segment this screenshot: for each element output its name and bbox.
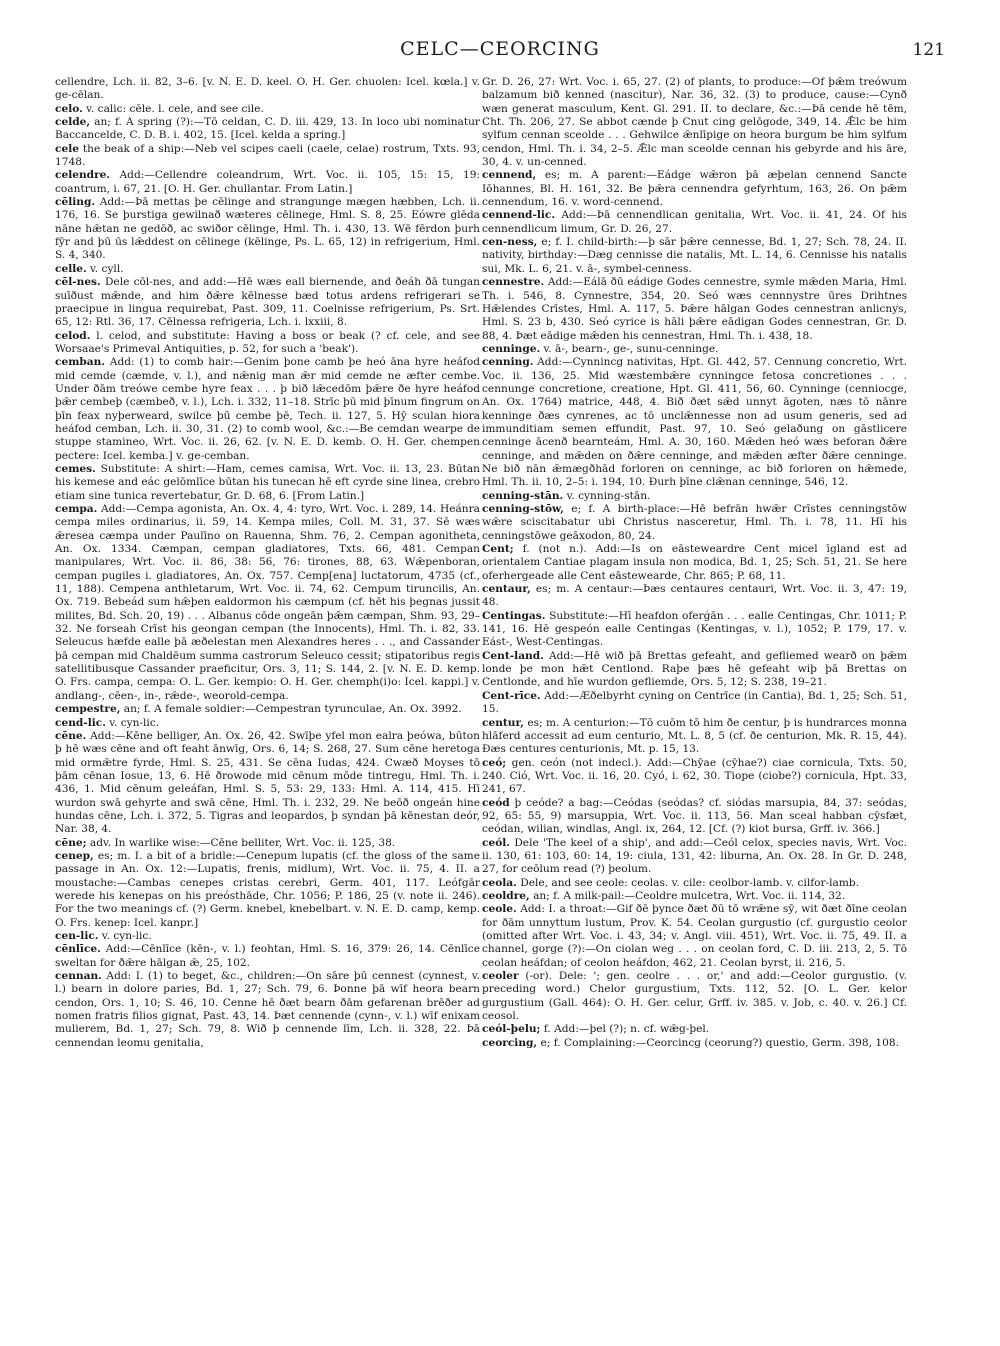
dictionary-entry bbox=[55, 103, 480, 116]
entry-headword: celo. bbox=[55, 102, 83, 115]
entry-headword: cēne; bbox=[55, 836, 87, 849]
entry-headword: centaur, bbox=[482, 583, 531, 596]
entry-text: cellendre, Lch. ii. 82, 3–6. [v. N. E. D. keel. O. H. Ger. chuolen: Icel. kœla.] v. ge-cēlan. bbox=[55, 76, 480, 102]
entry-headword: cemes. bbox=[55, 462, 96, 475]
entry-headword: ceól. bbox=[482, 836, 510, 849]
entry-text: adv. In warlike wise:—Cēne belliter, Wrt. Voc. ii. 125, 38. bbox=[89, 836, 396, 849]
dictionary-entry bbox=[55, 263, 480, 276]
dictionary-entry bbox=[55, 703, 480, 716]
entry-text: Dele, and see ceole: ceolas. v. cile: ceolbor-lamb. v. cilfor-lamb. bbox=[520, 876, 860, 889]
entry-text: e; f. I. child-birth:—þ sār þǣre cennesse, Bd. 1, 27; Sch. 78, 24. II. nativity, birthday:—Dæg cennisse die natalis, Mt. L. 14, 6. Cennisse his natalis sui, Mk. L. 6, 21. v. ā-, symbel-cenness. bbox=[482, 236, 907, 275]
entry-headword: Centingas. bbox=[482, 609, 546, 622]
entry-text: Dele 'The keel of a ship', and add:—Ceól celox, species navis, Wrt. Voc. ii. 130, 61: 103, 60: 14, 19: ciula, 131, 42: liburna, An. Ox. 28. In Gr. D. 248, 27, for ceōlum read (?) þeolum. bbox=[482, 836, 907, 876]
entry-text: Add:—Þā mettas þe cēlinge and strangunge mægen hæbben, Lch. ii. 176, 16. Se þurstiga gewilnað wæteres cēlinege, Hml. S. 8, 25. Eówre glēda nāne hǣtan ne gedōð, ac swiðor cēlinge, Hml. Th. i. 430, 13. Wē fērdon þurh fȳr and þū ūs lǣddest on cēlinege (kēlinge, Ps. L. 65, 12) in refrigerium, Hml. S. 4, 340. bbox=[55, 196, 480, 262]
entry-text: v. cynning-stān. bbox=[566, 489, 651, 502]
dictionary-entry bbox=[55, 730, 480, 837]
entry-text: Substitute:—Hī heafdon oferǵān . . . ealle Centingas, Chr. 1011; P. 141, 16. Hē gespeón ealle Centingas (Kentingas, v. l.), 1052; P. 179, 17. v. Eást-, West-Centingas. bbox=[482, 609, 907, 649]
entry-text: l. celod, and substitute: Having a boss or beak (? cf. cele, and see Worsaae's Primeval Antiquities, p. 52, for such a 'beak'). bbox=[55, 329, 480, 355]
dictionary-entry bbox=[55, 970, 480, 1050]
entry-headword: cenep, bbox=[55, 849, 94, 862]
dictionary-entry bbox=[482, 970, 907, 1023]
dictionary-entry bbox=[55, 930, 480, 943]
entry-headword: ceola. bbox=[482, 876, 517, 889]
entry-headword: cen-lic. bbox=[55, 930, 99, 942]
entry-text: gen. ceón (not indecl.). Add:—Chȳae (cȳhae?) ciae cornicula, Txts. 50, 240. Ció, Wrt. Voc. ii. 16, 20. Cyó, i. 62, 30. Tiope (ciobe?) cornicula, Hpt. 33, 241, 67. bbox=[482, 756, 907, 796]
dictionary-entry bbox=[482, 610, 907, 650]
entry-text: es; m. I. a bit of a bridle:—Cenepum lupatis (cf. the gloss of the same passage in An. Ox. 12:—Lupatis, frenis, midlum), Wrt. Voc. ii. 75, 4. II. a moustache:—Cambas cenepes cristas cerebri, Germ. 401, 117. Leófgār werede his kenepas on his preósthāde, Chr. 1056; P. 186, 25 (v. note ii. 246). For the two meanings cf. (?) Germ. knebel, knebelbart. v. N. E. D. camp, kemp. O. Frs. kenep: Icel. kanpr.] bbox=[55, 849, 480, 929]
entry-headword: ceód bbox=[482, 796, 510, 809]
entry-headword: cennan. bbox=[55, 970, 102, 983]
entry-text: Add:—Eálā ðū eádige Godes cennestre, symle mǣden Maria, Hml. Th. i. 546, 8. Cynnestre, 354, 20. Seó wæs cennnystre ūres Drihtnes Hǣlendes Crīstes, Hml. A. 117, 5. Þǣre hālgan Godes cennestran anlicnys, Hml. S. 23 b, 430. Seó cyrice is hāli þǣre eādigan Godes cennestran, Gr. D. 88, 4. Þæt eādige mǣden his cennestran, Hml. Th. i. 438, 18. bbox=[482, 276, 907, 342]
entry-headword: celod. bbox=[55, 329, 91, 342]
entry-headword: cele bbox=[55, 142, 79, 155]
entry-text: Add: (1) to comb hair:—Genim þone camb þe heó āna hyre heáfod mid cemde (cæmde, v. l.), and nǣnig man ǣr mid cemde ne æfter cembe. Under ðām treówe cembe hyre feax . . . þ bið lǣcedōm þǣre ðe hyre heáfod þǣr cembeþ (cæmbeð, v. l.), Lch. i. 332, 11–18. Strīc þū mid þīnum fingrum on þīn feax nyþerweard, swilce þū cembe þē, Tech. ii. 127, 5. Hȳ sculan hiora heáfod cemban, Lch. ii. 30, 31. (2) to comb wool, &c.:—Be cemdan wearpe de stuppe stamineo, Wrt. Voc. ii. 26, 62. [v. N. E. D. kemb. O. H. Ger. chempen pectere: Icel. kemba.] v. ge-cemban. bbox=[55, 356, 480, 462]
entry-text: the beak of a ship:—Neb vel scipes caeli (caele, celae) rostrum, Txts. 93, 1748. bbox=[55, 142, 481, 169]
page-header bbox=[55, 38, 945, 68]
entry-text: Add:—Cynnincg nativitas, Hpt. Gl. 442, 57. Cennung concretio, Wrt. Voc. ii. 136, 25. Mid wæstembǣre cynningce fetosa concretiones . . . cennunge concretione, creatione, Hpt. Gl. 411, 56, 60. Cynninge (cenniocge, An. Ox. 1764) matrice, 448, 4. Bið ðæt sǣd unnyt āgoten, næs tō nānre kenninge ðæs cynrenes, ac tō unclǣnnesse non ad usum generis, sed ad immunditiam semen effundit, Past. 97, 10. Seó gelaðung on gāstlicere cenninge ācenð bearnteám, Hml. A. 30, 160. Mǣden heó wæs beforan ðǣre cenninge, and mǣden on ðǣre cenninge, and mǣden æfter ðǣre cenninge. Ne bið nān ǣmægðhād forloren on cenninge, ac bið forloren on hǣmede, Hml. Th. ii. 10, 2–5: i. 194, 10. Ðurh þīne clǣnan cenninge, 546, 12. bbox=[482, 356, 907, 489]
entry-text: Dele cōl-nes, and add:—Hē wæs eall biernende, and ðeáh ðā tungan suīðust mǣnde, and him ðǣre kēlnesse bæd totus ardens refrigerari se praecipue in lingua requirebat, Past. 309, 11. Coelnisse refrigerium, Ps. Srt. 65, 12: Rtl. 36, 17. Cēlnessa refrigeria, Lch. i. lxxiii, 8. bbox=[55, 276, 480, 329]
dictionary-entry bbox=[482, 356, 907, 489]
dictionary-entry bbox=[482, 1037, 907, 1050]
dictionary-entry bbox=[55, 76, 480, 103]
dictionary-entry bbox=[482, 276, 907, 343]
entry-text: þ ceóde? a bag:—Ceódas (seódas? cf. siódas marsupia, 84, 37: seódas, 92, 65: 55, 9) marsuppia, Wrt. Voc. ii. 113, 56. Man sceal habban cȳsfæt, ceódan, wilian, windlas, Angl. ix, 264, 12. [Cf. (?) kiot bursa, Grff. iv. 366.] bbox=[482, 796, 908, 836]
entry-text: Add: I. a throat:—Gif ðē þynce ðæt ðū tō wrǣne sȳ, wit ðæt ðīne ceolan for ðām unnyttum lustum, Prov. K. 54. Ceolan gurgustio (cf. gurgustio ceolor (omitted after Wrt. Voc. i. 43, 34; v. Angl. viii. 451), Wrt. Voc. ii. 75, 49. II. a channel, gorge (?):—On ciolan weg . . . on ceolan ford, C. D. iii. 213, 2, 5. Tō ceolan heáfdan; of ceolon heáfdon, 462, 21. Ceolan byrst, ii. 216, 5. bbox=[482, 903, 907, 969]
entry-headword: cenning-stān. bbox=[482, 489, 564, 502]
dictionary-entry bbox=[482, 1023, 907, 1036]
entry-text: es; m. A centurion:—Tō cuōm tō him ðe centur, þ is hundrarces monna hlāferd accessit ad eum centurio, Mt. L. 8, 5 (cf. ðe centurion, Mk. R. 15, 44). Ðæs centures centurionis, Mt. p. 15, 13. bbox=[482, 716, 907, 756]
entry-text: es; m. A centaur:—Þæs centaures centauri, Wrt. Voc. ii. 3, 47: 19, 48. bbox=[482, 583, 907, 609]
dictionary-entry bbox=[55, 116, 480, 143]
entry-text: v. cyn-lic. bbox=[101, 930, 152, 942]
entry-headword: cennend-lic. bbox=[482, 209, 556, 222]
entry-text: an; f. A female soldier:—Cempestran tyrunculae, An. Ox. 3992. bbox=[123, 703, 462, 716]
entry-headword: cennend, bbox=[482, 169, 537, 182]
dictionary-entry bbox=[482, 797, 907, 837]
entry-text: Add:—Cempa agonista, An. Ox. 4, 4: tyro, Wrt. Voc. i. 289, 14. Heánra cempa miles ordinarius, ii. 59, 14. Kempa miles, Coll. M. 31, 37. Sē wæs ǣresea cæmpa under Paulīno on Rauenna, Shm. 76, 2. Cempan agonitheta, An. Ox. 1334. Cæmpan, cempan gladiatores, Txts. 66, 481. Cempan manipulares, Wrt. Voc. ii. 86, 38: 56, 76: tirones, 88, 63. Wǣpenboran, cempan pugiles i. gladiatores, An. Ox. 757. Cemp[ena] luctatorum, 4735 (cf., 11, 188). Cempena anthletarum, Wrt. Voc. ii. 74, 62. Cempum tiruncilis, An. Ox. 719. Bebeád sum hǣþen ealdormon his cæmpum (cf. hēt his þegnas jussit milites, Bd. Sch. 20, 19) . . . Albanus cōde ongeān þǣm cæmpan, Shm. 93, 29–32. Ne forseah Crīst his geongan cempan (the Innocents), Hml. Th. i. 82, 33. Seleucus hæfde ealle þā æðelestan men Alexandres heres . . ., and Cassander þā cempan mid Chaldēum summa castrorum Seleuco cessit; stipatoribus regis satellitibusque Cassander praeficitur, Ors. 3, 11; S. 144, 2. [v. N. E. D. kemp. O. Frs. campa, cempa: O. L. Ger. kempio: O. H. Ger. chemph(i)o: Icel. kappi.] v. andlang-, cēen-, in-, rǣde-, weorold-cempa. bbox=[55, 503, 480, 702]
entry-headword: ceoldre, bbox=[482, 889, 530, 902]
entry-headword: cēling. bbox=[55, 196, 96, 209]
entry-headword: celle. bbox=[55, 262, 87, 275]
entry-text: Add:—Hē wið þā Brettas gefeaht, and gefliemed wearð on þǣm londe þe mon hǣt Centlond. Raþe þæs hē gefeaht wiþ þā Brettas on Centlonde, and hīe wurdon gefliemde, Ors. 5, 12; S. 238, 19–21. bbox=[482, 649, 907, 689]
entry-text: e; f. A birth-place:—Hē befrān hwǣr Crīstes cenningstōw wǣre sciscitabatur ubi Christus nasceretur, Hml. Th. i. 78, 11. Hī his cenningstōwe geāxodon, 80, 24. bbox=[482, 503, 907, 542]
dictionary-entry bbox=[482, 503, 907, 543]
entry-text: es; m. A parent:—Eádge wǣron þā æþelan cennend Sancte Iōhannes, Bl. H. 161, 32. Be þǣra cennendra gefyrhtum, 163, 26. On þǣm cennendum, 16. v. word-cennend. bbox=[482, 169, 907, 209]
dictionary-entry bbox=[55, 717, 480, 730]
dictionary-entry bbox=[55, 143, 480, 170]
dictionary-entry bbox=[482, 690, 907, 717]
page-number: 121 bbox=[912, 40, 945, 60]
entry-headword: cēne. bbox=[55, 729, 87, 742]
entry-headword: cēl-nes. bbox=[55, 276, 101, 289]
entry-text: f. (not n.). Add:—Is on eāsteweardre Cent micel īgland est ad orientalem Cantiae plagam insula non modica, Bd. 1, 25; Sch. 51, 21. Se here oferhergeade alle Cent eāstewearde, Chr. 865; P. 68, 11. bbox=[482, 543, 907, 582]
dictionary-entry bbox=[55, 850, 480, 930]
dictionary-entry bbox=[482, 757, 907, 797]
dictionary-entry bbox=[55, 943, 480, 970]
entry-headword: cennestre. bbox=[482, 276, 545, 289]
entry-text: f. Add:—þel (?); n. cf. wǣg-þel. bbox=[543, 1023, 710, 1036]
entry-headword: cen-ness, bbox=[482, 236, 538, 249]
dictionary-entry bbox=[482, 890, 907, 903]
entry-text: Add:—Cellendre coleandrum, Wrt. Voc. ii. 105, 15: 15, 19: coantrum, i. 67, 21. [O. H. Ger. chullantar. From Latin.] bbox=[55, 169, 480, 195]
dictionary-entry bbox=[482, 76, 907, 169]
entry-headword: Cent-rīce. bbox=[482, 689, 541, 702]
entry-headword: cempestre, bbox=[55, 703, 121, 716]
entry-text: v. cyn-lic. bbox=[109, 716, 160, 729]
entry-text: Add:—Cēnlīce (kēn-, v. l.) feohtan, Hml. S. 16, 379: 26, 14. Cēnlīce sweltan for ðǣre hālgan ǣ, 25, 102. bbox=[55, 943, 481, 969]
entry-text: Add:—Þā cennendlican genitalia, Wrt. Voc. ii. 41, 24. Of his cennendlicum limum, Gr. D. 26, 27. bbox=[482, 209, 907, 235]
dictionary-entry bbox=[55, 837, 480, 850]
dictionary-entry bbox=[482, 717, 907, 757]
left-column bbox=[55, 76, 480, 1050]
entry-text: v. calic: cēle. l. cele, and see cile. bbox=[86, 102, 264, 115]
entry-text: (-or). Dele: '; gen. ceolre . . . or,' and add:—Ceolor gurgustio. (v. preceding word.) Chelor gurgustium, Txts. 112, 52. [O. L. Ger. kelor gurgustium (Gall. 464): O. H. Ger. celur, Grff. iv. 385. v. Job, c. 40. v. 26.] Cf. ceosol. bbox=[482, 970, 907, 1023]
dictionary-entry bbox=[482, 877, 907, 890]
dictionary-entry bbox=[482, 583, 907, 610]
dictionary-entry bbox=[482, 903, 907, 970]
entry-headword: ceole. bbox=[482, 903, 517, 916]
dictionary-entry bbox=[482, 837, 907, 877]
dictionary-entry bbox=[482, 650, 907, 690]
entry-headword: cend-lic. bbox=[55, 716, 106, 729]
entry-headword: ceorcing, bbox=[482, 1036, 538, 1049]
entry-text: v. ā-, bearn-, ge-, sunu-cenninge. bbox=[543, 342, 719, 355]
entry-headword: cempa. bbox=[55, 503, 98, 515]
entry-headword: celde, bbox=[55, 116, 91, 129]
entry-text: e; f. Complaining:—Ceorcincg (ceorung?) questio, Germ. 398, 108. bbox=[540, 1036, 899, 1049]
entry-headword: cenninge. bbox=[482, 342, 541, 355]
entry-headword: centur, bbox=[482, 716, 524, 729]
dictionary-entry bbox=[55, 169, 480, 196]
entry-headword: celendre. bbox=[55, 169, 111, 182]
entry-text: Gr. D. 26, 27: Wrt. Voc. i. 65, 27. (2) of plants, to produce:—Of þǣm treówum balzamum bið kenned (nascitur), Nar. 36, 32. (3) to produce, cause:—Cynð wæn generat masculum, Kent. Gl. 291. II. to declare, &c.:—Þā cende hē tēm, Cht. Th. 206, 27. Se abbot cænde þ Cnut cing gelōgode, 349, 14. Ǣlc be him sylfum cennan sceolde . . . Gehwilce ǣnlīpige on heora burgum be him sylfum cendon, Hml. Th. i. 34, 2–5. Ǣlc man sceolde cennan his gebyrde and his āre, 30, 4. v. un-cenned. bbox=[482, 76, 907, 169]
dictionary-entry bbox=[55, 330, 480, 357]
entry-text: an; f. A spring (?):—Tō celdan, C. D. iii. 429, 13. In loco ubi nominatur Baccancelde, C. D. B. i. 402, 15. [Icel. kelda a spring.] bbox=[55, 116, 480, 142]
entry-headword: cemban. bbox=[55, 356, 106, 369]
entry-text: v. cyll. bbox=[90, 262, 124, 275]
dictionary-entry bbox=[55, 276, 480, 329]
entry-text: Add:—Æðelbyrht cyning on Centrīce (in Cantia), Bd. 1, 25; Sch. 51, 15. bbox=[482, 689, 908, 716]
entry-text: Add:—Kēne belliger, An. Ox. 26, 42. Swīþe yfel mon ealra þeówa, būton þ hē wæs cēne and oft feaht ānwīg, Ors. 6, 14; S. 268, 27. Sum cēne heretoga mid ormǣtre fyrde, Hml. S. 25, 431. Se cēna Iudas, 424. Cwæð Moyses tō þām cēnan Iosue, 13, 6. Hē ðrowode mid cēnum mōde tintregu, Hml. Th. i. 436, 1. Mid cēnum geleáfan, Hml. S. 5, 53: 29, 133: Hml. A. 114, 415. Hī wurdon swā gehyrte and swā cēne, Hml. Th. i. 232, 29. Ne beōð ongeán hine hundas cēne, Lch. i. 372, 5. Tigras and leopardos, þ syndan þā kēnestan deór, Nar. 38, 4. bbox=[55, 729, 480, 836]
dictionary-entry bbox=[482, 543, 907, 583]
dictionary-entry bbox=[55, 463, 480, 503]
entry-headword: Cent-land. bbox=[482, 649, 544, 662]
dictionary-entry bbox=[482, 209, 907, 236]
entry-headword: ceól-þelu; bbox=[482, 1023, 541, 1036]
entry-text: an; f. A milk-pail:—Ceoldre mulcetra, Wrt. Voc. ii. 114, 32. bbox=[533, 889, 846, 902]
running-title: CELC—CEORCING bbox=[400, 38, 600, 60]
dictionary-entry bbox=[55, 196, 480, 263]
dictionary-entry bbox=[482, 236, 907, 276]
dictionary-entry bbox=[55, 356, 480, 463]
entry-text: Add: I. (1) to beget, &c., children:—On sāre þū cennest (cynnest, v. l.) bearn in dolore paries, Bd. 1, 27; Sch. 79, 6. Þonne þā wīf heora bearn cendon, Ors. 1, 10; S. 46, 10. Cenne hē ðæt bearn ðām gefarenan brēðer ad nomen fratris filios gignat, Past. 43, 14. Þæt cennende (cynn-, v. l.) wīf enixam mulierem, Bd. 1, 27; Sch. 79, 8. Wið þ cennende līm, Lch. ii. 328, 22. Þā cennendan leomu genitalia, bbox=[55, 970, 481, 1049]
entry-headword: cenning. bbox=[482, 356, 534, 369]
entry-headword: cenning-stōw, bbox=[482, 503, 564, 515]
dictionary-entry bbox=[55, 503, 480, 703]
entry-text: Substitute: A shirt:—Ham, cemes camisa, Wrt. Voc. ii. 13, 23. Būtan his kemese and eác gelōmlīce būtan his tunecan hē eft cyrde sine linea, crebro etiam sine tunica revertebatur, Gr. D. 68, 6. [From Latin.] bbox=[55, 462, 480, 502]
right-column bbox=[482, 76, 907, 1050]
entry-headword: cēnlīce. bbox=[55, 943, 101, 956]
entry-headword: Cent; bbox=[482, 543, 514, 556]
dictionary-entry bbox=[482, 343, 907, 356]
entry-headword: ceoler bbox=[482, 970, 519, 983]
dictionary-entry bbox=[482, 169, 907, 209]
entry-headword: ceó; bbox=[482, 756, 507, 769]
dictionary-entry bbox=[482, 490, 907, 503]
